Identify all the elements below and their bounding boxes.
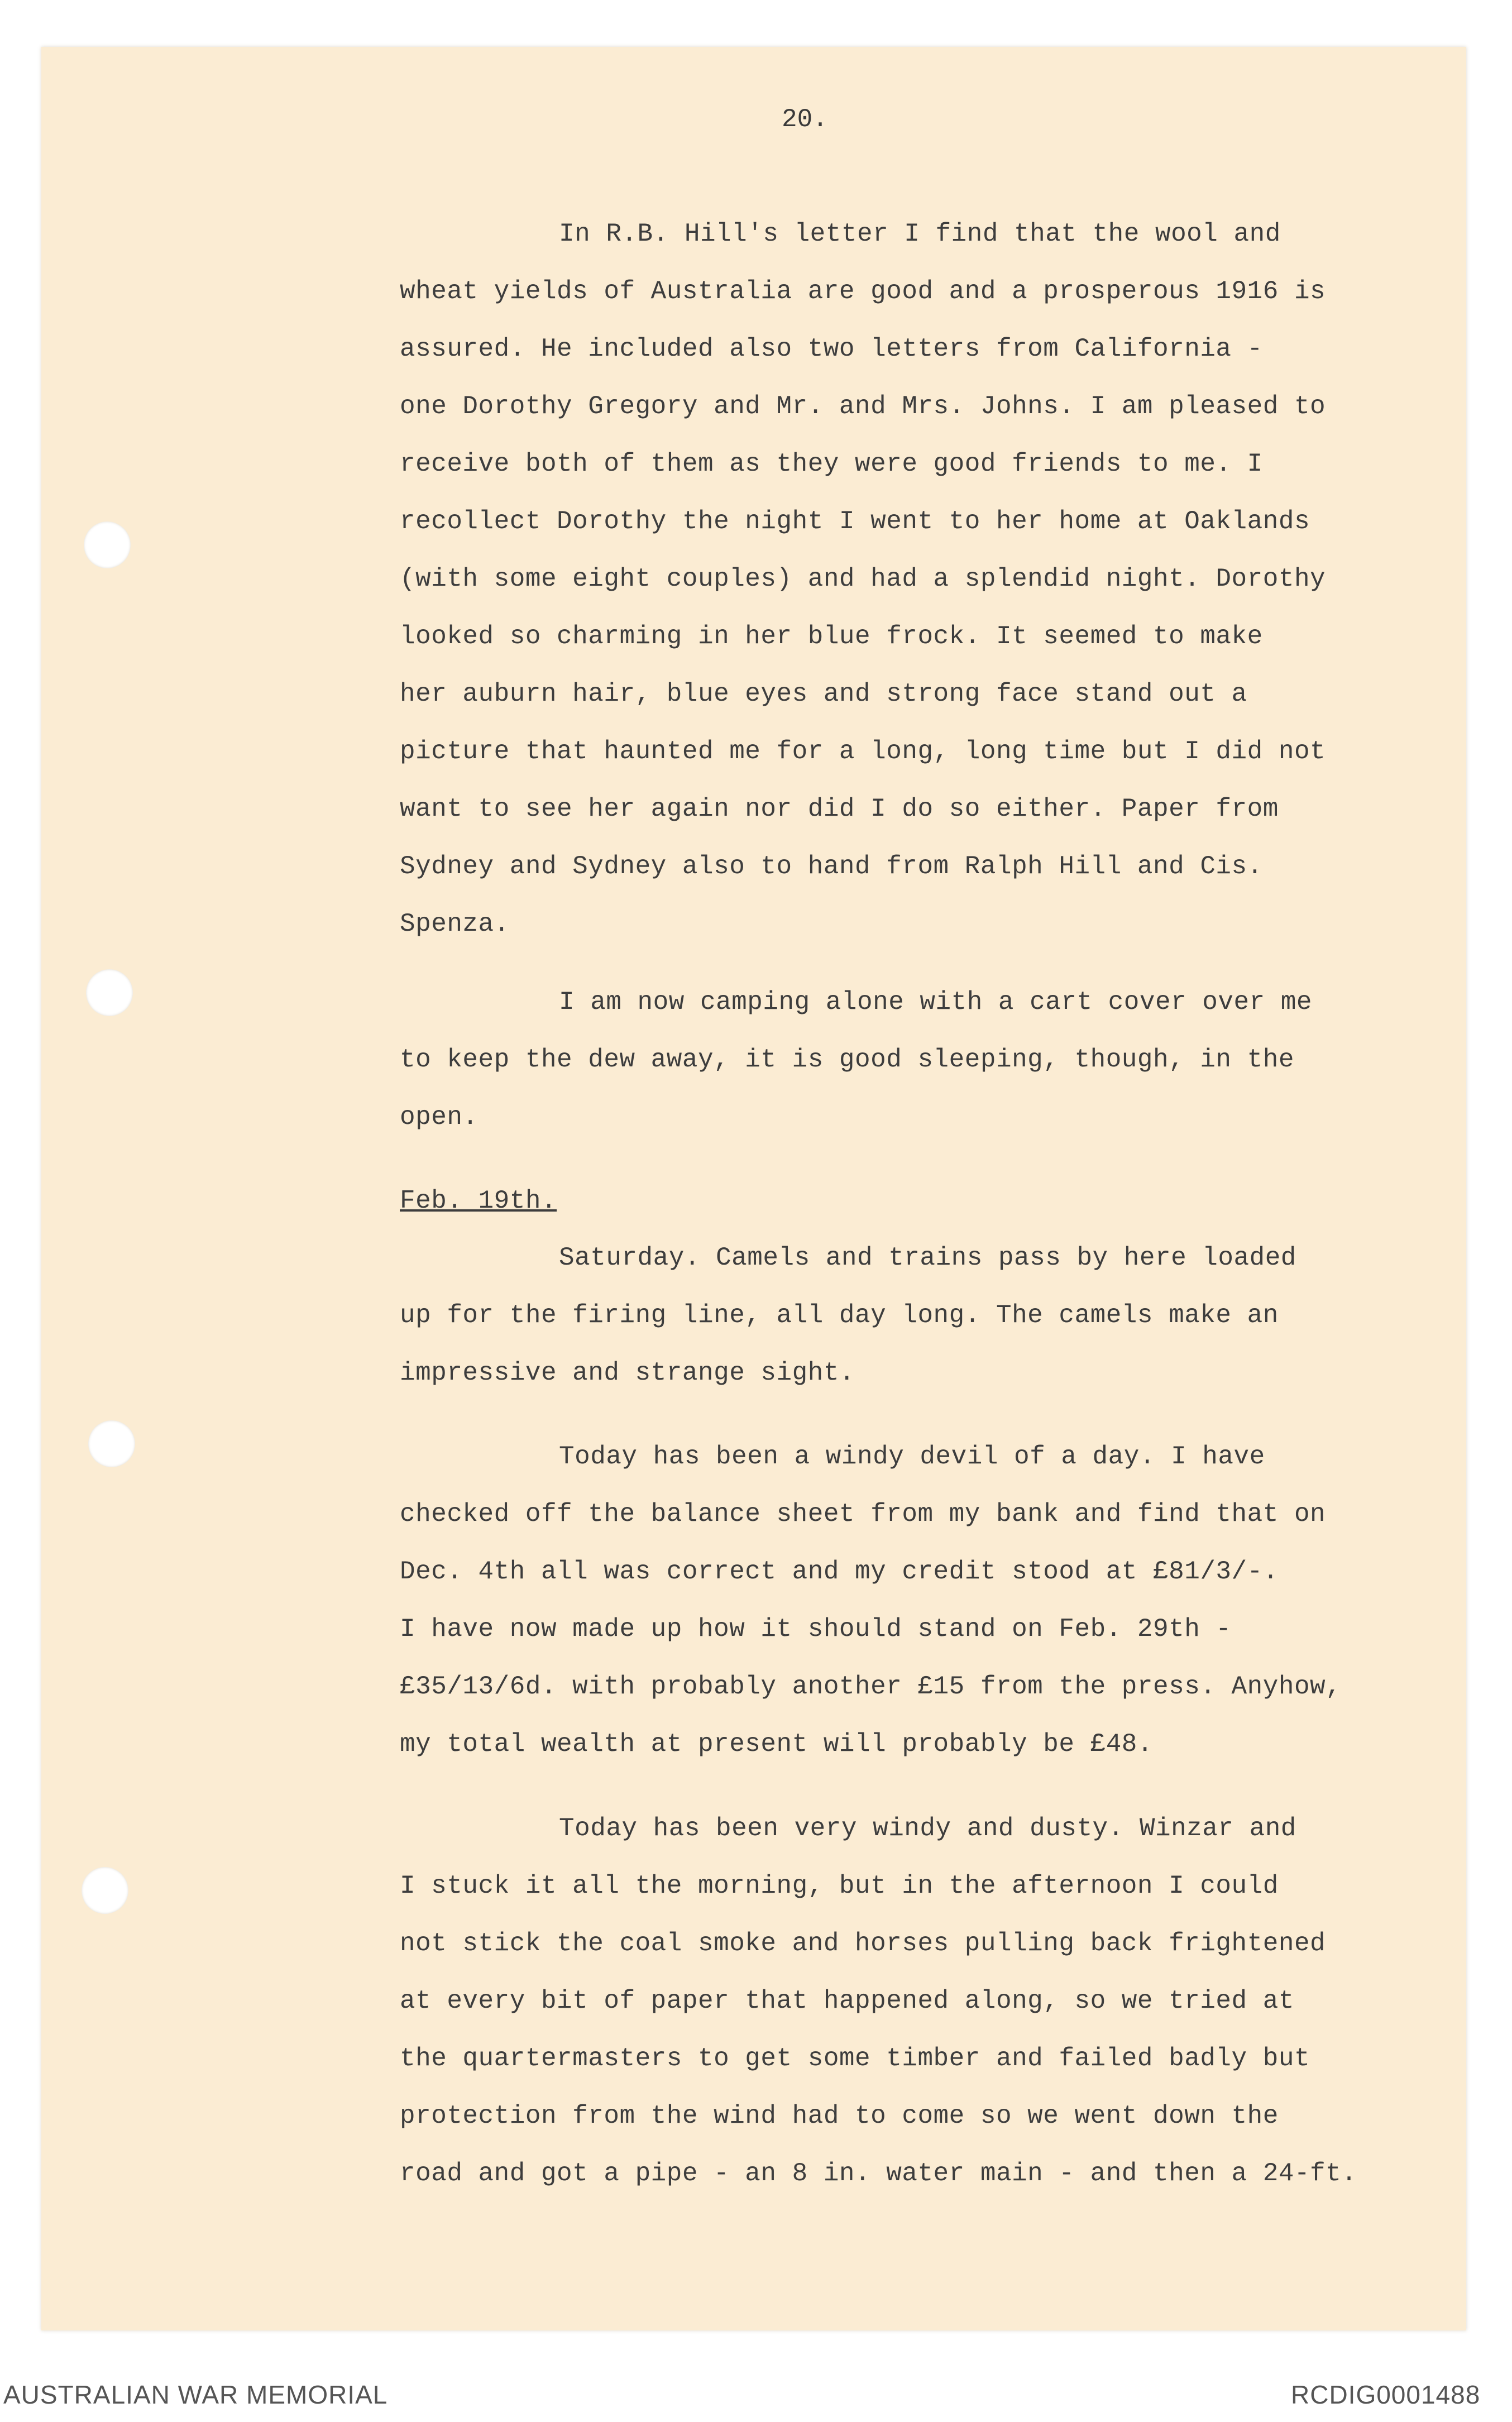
footer-record-id: RCDIG0001488	[1291, 2380, 1481, 2409]
text-line: receive both of them as they were good friends to me. I	[400, 449, 1263, 478]
text-line: I stuck it all the morning, but in the afternoon I could	[400, 1871, 1279, 1901]
text-line: recollect Dorothy the night I went to her home at Oaklands	[400, 507, 1310, 536]
text-line: I am now camping alone with a cart cover over me	[559, 988, 1313, 1017]
page-number: 20.	[782, 105, 828, 134]
text-line: want to see her again nor did I do so either. Paper from	[400, 794, 1279, 824]
date-heading: Feb. 19th.	[400, 1186, 557, 1215]
paragraph-hill-letter	[400, 205, 1461, 953]
text-line: I have now made up how it should stand on Feb. 29th -	[400, 1615, 1232, 1644]
text-line: impressive and strange sight.	[400, 1358, 855, 1387]
text-line: Today has been very windy and dusty. Winzar and	[559, 1814, 1296, 1843]
date-heading-block	[400, 1172, 1461, 1230]
text-line: assured. He included also two letters from California -	[400, 334, 1263, 363]
text-line: at every bit of paper that happened along, so we tried at	[400, 1987, 1294, 2016]
text-line: not stick the coal smoke and horses pulling back frightened	[400, 1929, 1326, 1958]
text-line: road and got a pipe - an 8 in. water main - and then a 24-ft.	[400, 2159, 1357, 2188]
text-line: (with some eight couples) and had a splendid night. Dorothy	[400, 564, 1326, 593]
paragraph-camping	[400, 974, 1461, 1146]
paragraph-balance-sheet	[400, 1428, 1461, 1773]
text-line: one Dorothy Gregory and Mr. and Mrs. Johns. I am pleased to	[400, 392, 1326, 421]
punch-hole	[82, 1867, 128, 1914]
text-line: Sydney and Sydney also to hand from Ralph Hill and Cis.	[400, 852, 1263, 881]
text-line: Dec. 4th all was correct and my credit stood at £81/3/-.	[400, 1557, 1279, 1586]
text-line: open.	[400, 1103, 479, 1132]
text-line: Saturday. Camels and trains pass by here loaded	[559, 1243, 1296, 1272]
text-line: looked so charming in her blue frock. It seemed to make	[400, 622, 1263, 651]
text-line: her auburn hair, blue eyes and strong face stand out a	[400, 679, 1247, 709]
text-line: Today has been a windy devil of a day. I have	[559, 1442, 1265, 1471]
text-line: £35/13/6d. with probably another £15 from the press. Anyhow,	[400, 1672, 1342, 1701]
text-line: Spenza.	[400, 910, 510, 939]
text-line: In R.B. Hill's letter I find that the wool and	[559, 219, 1281, 248]
punch-hole	[86, 969, 133, 1016]
punch-hole	[84, 521, 131, 568]
paragraph-camels	[400, 1229, 1461, 1402]
text-line: up for the firing line, all day long. The camels make an	[400, 1301, 1279, 1330]
text-line: checked off the balance sheet from my bank and find that on	[400, 1500, 1326, 1529]
text-line: protection from the wind had to come so we went down the	[400, 2102, 1279, 2131]
paragraph-windy-day	[400, 1800, 1461, 2203]
text-line: wheat yields of Australia are good and a prosperous 1916 is	[400, 277, 1326, 306]
text-line: picture that haunted me for a long, long time but I did not	[400, 737, 1326, 766]
footer-institution: AUSTRALIAN WAR MEMORIAL	[3, 2380, 388, 2409]
text-line: to keep the dew away, it is good sleeping, though, in the	[400, 1045, 1294, 1074]
text-line: my total wealth at present will probably be £48.	[400, 1730, 1154, 1759]
text-line: the quartermasters to get some timber and failed badly but	[400, 2044, 1310, 2073]
punch-hole	[88, 1420, 135, 1467]
